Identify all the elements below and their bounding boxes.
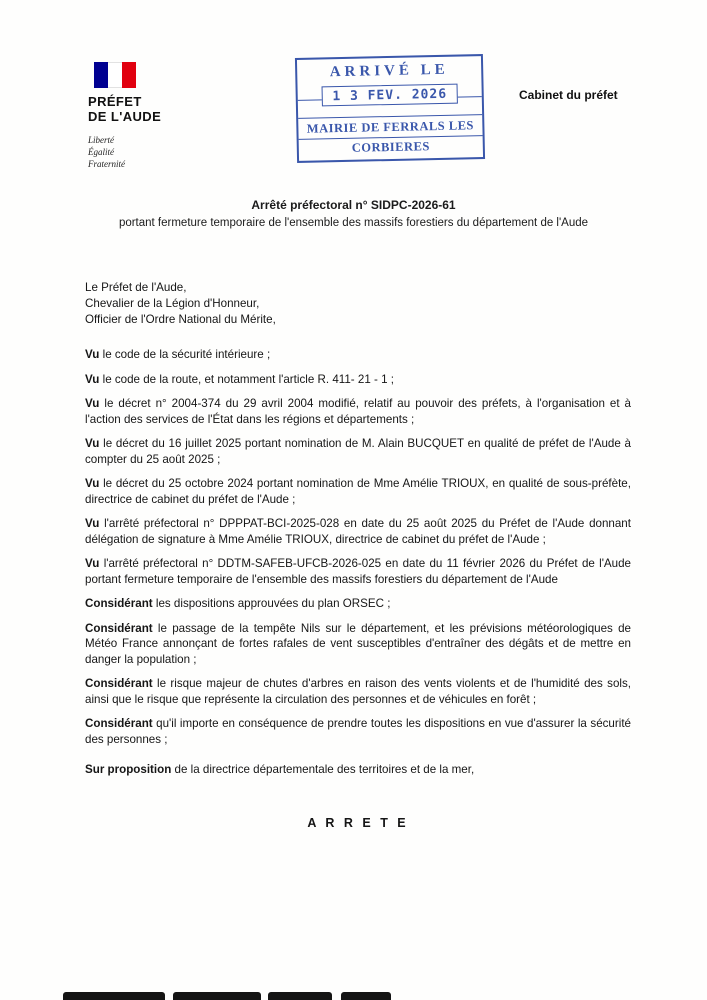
prefecture-name-line2: DE L'AUDE: [88, 109, 162, 124]
salutation-line2: Chevalier de la Légion d'Honneur,: [85, 297, 260, 310]
lead-word: Considérant: [85, 677, 153, 690]
lead-word: Considérant: [85, 717, 153, 730]
paragraph-text: l'arrêté préfectoral n° DPPPAT-BCI-2025-028 en date du 25 août 2025 du Préfet de l'Aude donnant délégation de signature à Mme Amélie TRIOUX, directrice de cabinet du préfet de l'Aude ;: [85, 517, 631, 546]
lead-word: Vu: [85, 348, 100, 361]
flag-stripe-blue: [94, 62, 108, 88]
paragraph-considerant-1: [85, 596, 631, 612]
stamp-recipient: [298, 114, 483, 161]
motto-liberte: Liberté: [88, 135, 114, 145]
lead-word: Vu: [85, 397, 100, 410]
lead-word: Vu: [85, 477, 100, 490]
lead-word: Vu: [85, 372, 100, 386]
paragraph-vu-1: [85, 347, 631, 363]
lead-word: Vu: [85, 557, 100, 570]
paragraph-considerant-2: [85, 621, 631, 668]
document-body: [85, 280, 631, 831]
lead-word: Vu: [85, 517, 100, 530]
office-label: Cabinet du préfet: [519, 88, 618, 102]
french-flag-icon: [94, 62, 136, 88]
arrete-heading: A R R E T E: [307, 815, 409, 830]
flag-stripe-red: [122, 62, 136, 88]
arrival-stamp: [295, 54, 485, 163]
paragraph-text: les dispositions approuvées du plan ORSEC ;: [155, 597, 391, 610]
paragraph-text: qu'il importe en conséquence de prendre toutes les dispositions en vue d'assurer la sécurité des personnes ;: [85, 717, 631, 746]
paragraph-considerant-3: [85, 676, 631, 707]
lead-word: Vu: [85, 437, 100, 450]
paragraph-vu-5: [85, 476, 631, 507]
paragraph-text: le code de la route, et notamment l'article R. 411- 21 - 1 ;: [102, 372, 394, 386]
decree-number: Arrêté préfectoral n° SIDPC-2026-61: [251, 198, 456, 212]
paragraph-vu-2: [85, 372, 631, 388]
paragraph-considerant-4: [85, 716, 631, 747]
salutation-line1: Le Préfet de l'Aude,: [85, 281, 187, 294]
stamp-date: 1 3 FEV. 2026: [321, 84, 458, 107]
page-bottom-artifact: [268, 992, 332, 1000]
paragraph-text: le code de la sécurité intérieure ;: [102, 348, 271, 361]
decree-title: [0, 198, 707, 229]
paragraph-vu-4: [85, 436, 631, 467]
page-bottom-artifact: [63, 992, 165, 1000]
stamp-recipient-line1: MAIRIE DE FERRALS LES: [298, 115, 482, 140]
lead-word: Considérant: [85, 597, 153, 610]
flag-stripe-white: [108, 62, 122, 88]
paragraph-text: le décret n° 2004-374 du 29 avril 2004 modifié, relatif au pouvoir des préfets, à l'organisation et à l'action des services de l'État dans les régions et départements ;: [85, 397, 631, 426]
paragraph-sur-proposition: [85, 762, 631, 778]
salutation-line3: Officier de l'Ordre National du Mérite,: [85, 313, 276, 326]
prefecture-name-line1: PRÉFET: [88, 94, 142, 109]
lead-word: Considérant: [85, 621, 153, 635]
paragraph-text: le décret du 16 juillet 2025 portant nomination de M. Alain BUCQUET en qualité de préfet de l'Aude à compter du 25 août 2025 ;: [85, 437, 631, 466]
republic-motto: [88, 134, 248, 170]
decree-subject: portant fermeture temporaire de l'ensemble des massifs forestiers du département de l'Aude: [118, 217, 589, 229]
lead-word: Sur proposition: [85, 763, 172, 776]
paragraph-text: de la directrice départementale des territoires et de la mer,: [174, 763, 475, 776]
paragraph-text: le risque majeur de chutes d'arbres en raison des vents violents et de l'humidité des sols, ainsi que le risque que représente la circulation des personnes et de véhicules en forêt ;: [85, 677, 631, 706]
salutation: [85, 280, 631, 328]
paragraph-text: le décret du 25 octobre 2024 portant nomination de Mme Amélie TRIOUX, en qualité de sous-préfète, directrice de cabinet du préfet de l'Aude ;: [85, 477, 631, 506]
stamp-date-row: [298, 83, 483, 115]
motto-fraternite: Fraternité: [88, 159, 125, 169]
paragraph-vu-6: [85, 516, 631, 547]
motto-egalite: Égalité: [88, 147, 114, 157]
page-bottom-artifact: [173, 992, 261, 1000]
stamp-title: ARRIVÉ LE: [329, 61, 449, 81]
page-bottom-artifact: [341, 992, 391, 1000]
prefecture-logo: [88, 62, 248, 170]
paragraph-vu-3: [85, 396, 631, 427]
prefecture-name: [88, 94, 248, 124]
paragraph-text: le passage de la tempête Nils sur le département, et les prévisions météorologiques de Météo France annonçant de fortes rafales de vent susceptibles d'entraîner des dégâts et de mettre en danger la population ;: [85, 621, 631, 666]
stamp-recipient-line2: CORBIERES: [351, 139, 431, 155]
paragraph-text: l'arrêté préfectoral n° DDTM-SAFEB-UFCB-2026-025 en date du 11 février 2026 du Préfet de l'Aude portant fermeture temporaire de l'ensemble des massifs forestiers du département de l'Aude: [85, 557, 631, 586]
paragraph-vu-7: [85, 556, 631, 587]
